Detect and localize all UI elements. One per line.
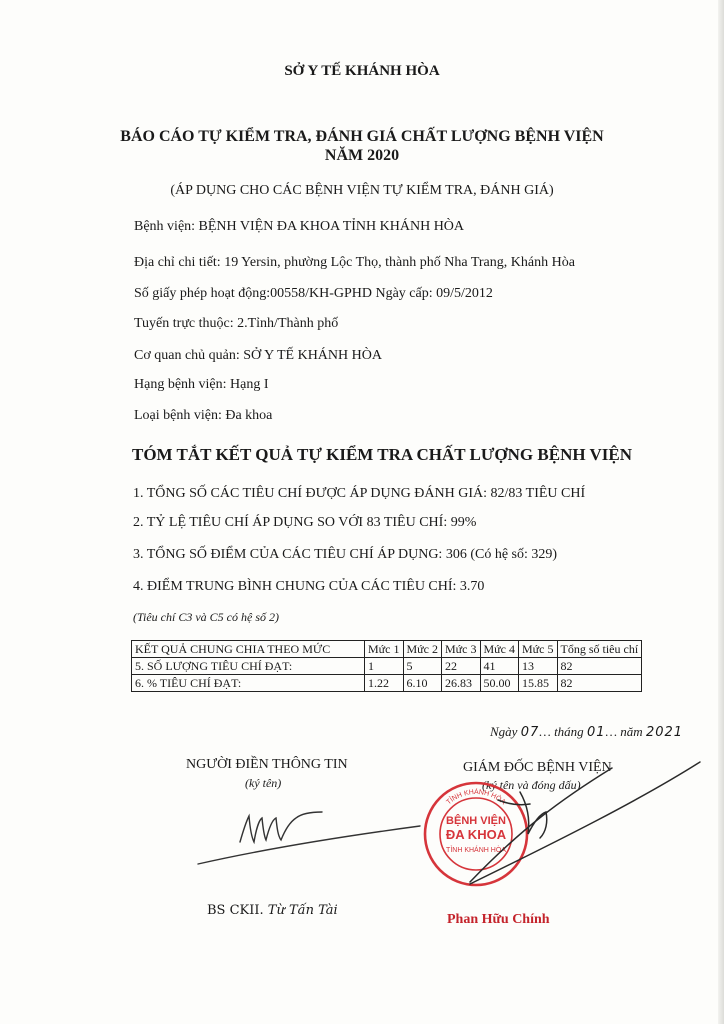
- date-month: 01: [586, 725, 606, 740]
- info-address: Địa chỉ chi tiết: 19 Yersin, phường Lộc Thọ, thành phố Nha Trang, Khánh Hòa: [134, 255, 575, 270]
- report-title-line2: NĂM 2020: [324, 147, 400, 164]
- date-month-label: tháng: [554, 724, 584, 739]
- summary-item-3: 3. TỔNG SỐ ĐIỂM CỦA CÁC TIÊU CHÍ ÁP DỤNG: 306 (Có hệ số: 329): [133, 547, 558, 562]
- preparer-signature: [198, 812, 420, 864]
- director-sign-note: (ký tên và đóng dấu): [482, 778, 581, 792]
- table-cell: 41: [480, 658, 519, 675]
- table-cell: 5: [403, 658, 442, 675]
- stamp-ring-text: TỈNH KHÁNH HÒA: [445, 788, 507, 807]
- issuing-authority: SỞ Y TẾ KHÁNH HÒA: [284, 63, 440, 79]
- table-cell: 82: [557, 675, 642, 692]
- svg-text:TỈNH KHÁNH HÒA: [445, 787, 506, 806]
- preparer-name: [207, 903, 338, 918]
- table-cell: 50.00: [480, 675, 519, 692]
- table-cell: 6.10: [403, 675, 442, 692]
- director-name: Phan Hữu Chính: [447, 912, 550, 927]
- table-cell: 5. SỐ LƯỢNG TIÊU CHÍ ĐẠT:: [132, 658, 365, 675]
- report-subtitle: (ÁP DỤNG CHO CÁC BỆNH VIỆN TỰ KIỂM TRA, ĐÁNH GIÁ): [170, 183, 554, 198]
- preparer-sign-note: (ký tên): [245, 776, 282, 790]
- table-cell: 1.22: [365, 675, 404, 692]
- director-title: GIÁM ĐỐC BỆNH VIỆN: [463, 760, 612, 775]
- stamp-line-1: BỆNH VIỆN: [446, 815, 506, 827]
- stamp-line-2: ĐA KHOA: [445, 827, 507, 842]
- summary-item-4: 4. ĐIỂM TRUNG BÌNH CHUNG CỦA CÁC TIÊU CHÍ: 3.70: [133, 579, 485, 594]
- report-title-line1: BÁO CÁO TỰ KIỂM TRA, ĐÁNH GIÁ CHẤT LƯỢNG BỆNH VIỆN: [120, 128, 604, 145]
- table-cell: 15.85: [519, 675, 558, 692]
- summary-note: (Tiêu chí C3 và C5 có hệ số 2): [133, 610, 279, 624]
- info-level: Tuyến trực thuộc: 2.Tỉnh/Thành phố: [134, 316, 339, 331]
- summary-title: TÓM TẮT KẾT QUẢ TỰ KIỂM TRA CHẤT LƯỢNG BỆNH VIỆN: [132, 445, 633, 464]
- table-cell: 13: [519, 658, 558, 675]
- date-year-label: năm: [620, 724, 643, 739]
- preparer-degree: BS CKII.: [207, 903, 264, 918]
- header-cell: Mức 3: [442, 641, 481, 658]
- table-cell: 1: [365, 658, 404, 675]
- header-cell: KẾT QUẢ CHUNG CHIA THEO MỨC: [132, 641, 365, 658]
- table-cell: 6. % TIÊU CHÍ ĐẠT:: [132, 675, 365, 692]
- header-cell: Mức 5: [519, 641, 558, 658]
- summary-item-1: 1. TỔNG SỐ CÁC TIÊU CHÍ ĐƯỢC ÁP DỤNG ĐÁNH GIÁ: 82/83 TIÊU CHÍ: [133, 486, 586, 501]
- summary-item-2: 2. TỶ LỆ TIÊU CHÍ ÁP DỤNG SO VỚI 83 TIÊU CHÍ: 99%: [133, 515, 477, 530]
- report-date: Ngày 07… tháng 01… năm 2021: [490, 724, 684, 740]
- preparer-title: NGƯỜI ĐIỀN THÔNG TIN: [186, 757, 348, 772]
- date-day-label: Ngày: [490, 724, 518, 739]
- stamp-line-3: TỈNH KHÁNH HÒA: [446, 847, 506, 854]
- header-cell: Mức 4: [480, 641, 519, 658]
- info-license: Số giấy phép hoạt động:00558/KH-GPHD Ngày cấp: 09/5/2012: [134, 286, 493, 301]
- info-hospital: Bệnh viện: BỆNH VIỆN ĐA KHOA TỈNH KHÁNH HÒA: [134, 219, 465, 234]
- header-cell: Mức 2: [403, 641, 442, 658]
- date-day: 07: [520, 725, 540, 740]
- hospital-stamp: [425, 783, 527, 885]
- preparer-fullname: Từ Tấn Tài: [267, 903, 338, 918]
- table-cell: 22: [442, 658, 481, 675]
- date-year: 2021: [645, 725, 684, 740]
- info-hospital-type: Loại bệnh viện: Đa khoa: [134, 408, 273, 423]
- info-managing-agency: Cơ quan chủ quản: SỞ Y TẾ KHÁNH HÒA: [134, 348, 382, 363]
- table-cell: 26.83: [442, 675, 481, 692]
- table-cell: 82: [557, 658, 642, 675]
- header-cell: Tổng số tiêu chí: [557, 641, 642, 658]
- info-hospital-rank: Hạng bệnh viện: Hạng I: [134, 377, 269, 392]
- header-cell: Mức 1: [365, 641, 404, 658]
